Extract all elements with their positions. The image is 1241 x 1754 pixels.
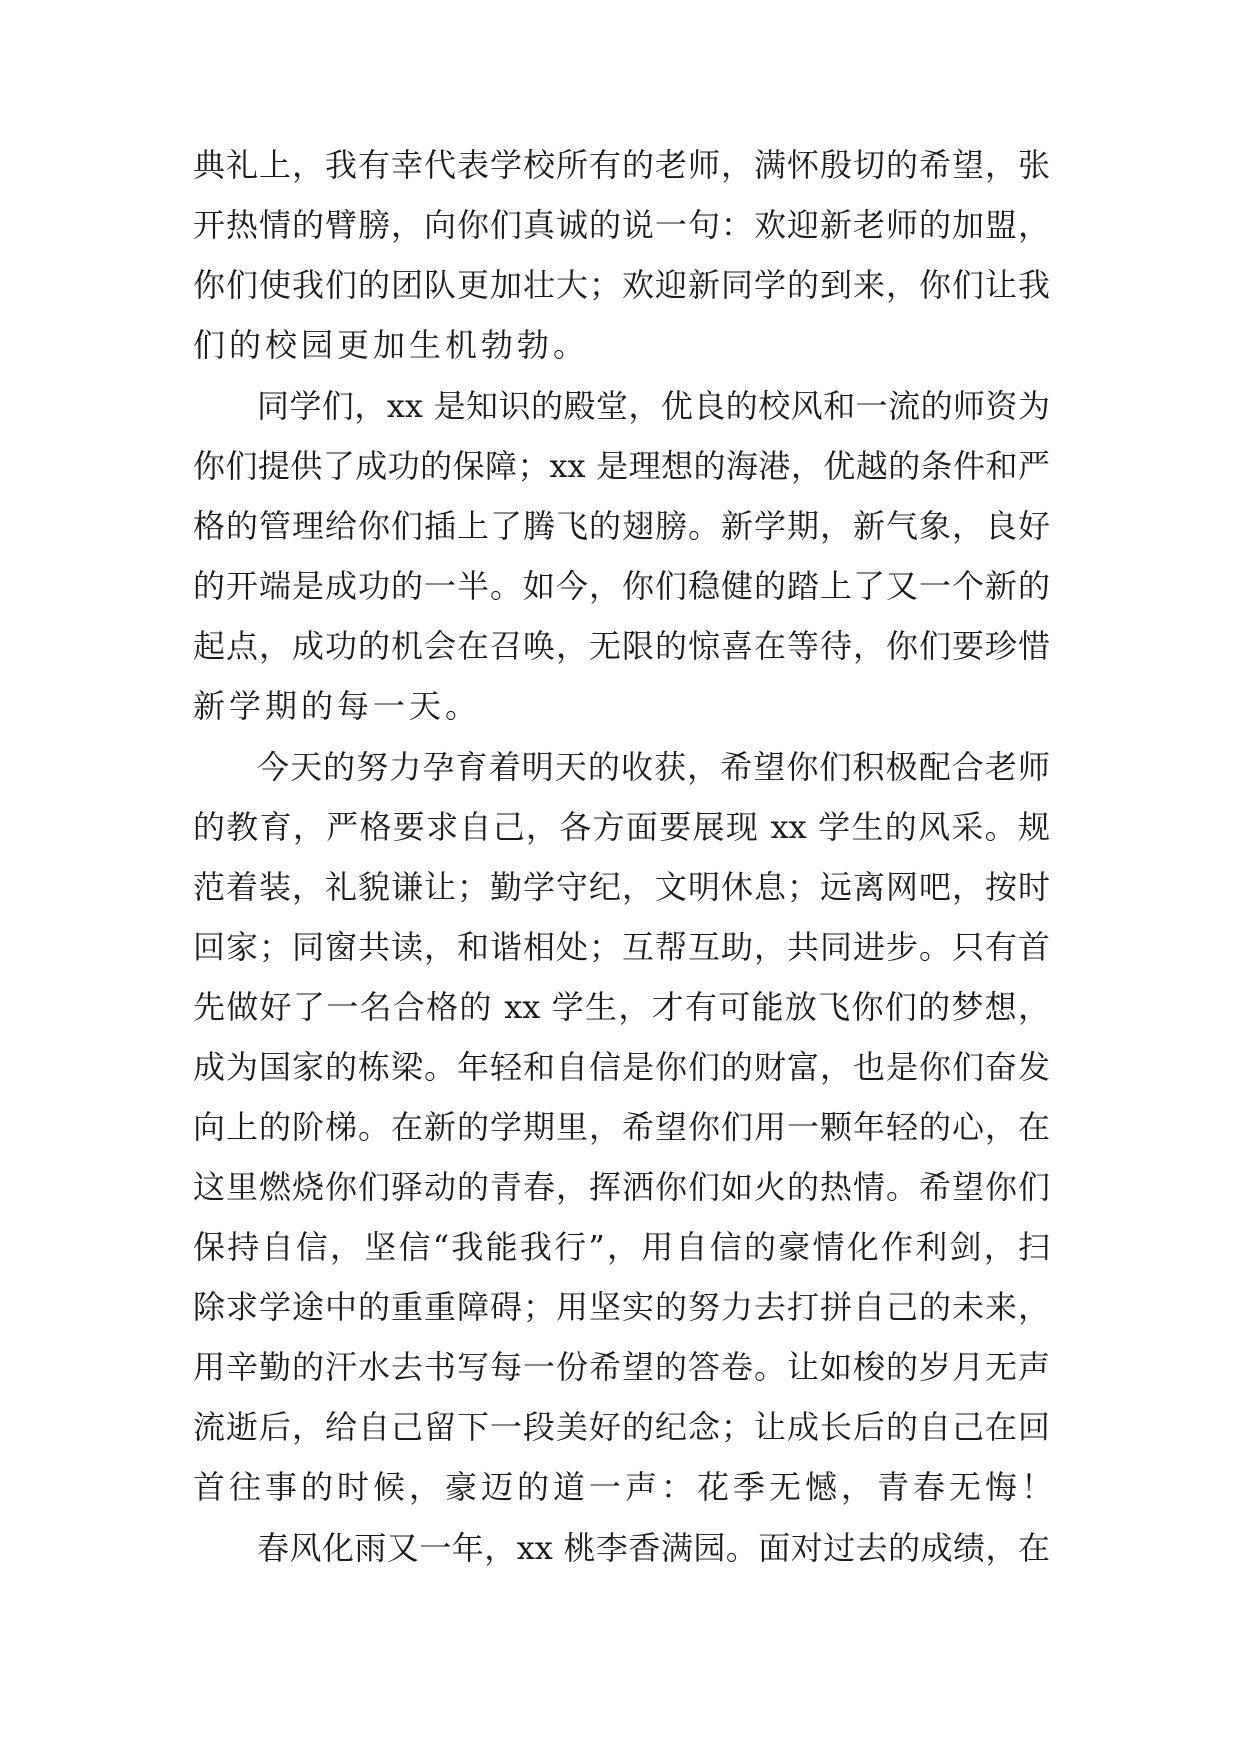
text-line: 开热情的臂膀，向你们真诚的说一句：欢迎新老师的加盟， <box>193 206 1050 244</box>
paragraph-end-line: 们的校园更加生机勃勃。 <box>193 326 590 364</box>
text-line: 保持自信，坚信“我能我行”，用自信的豪情化作利剑，扫 <box>193 1228 1050 1266</box>
text-line: 除求学途中的重重障碍；用坚实的努力去打拼自己的未来， <box>193 1288 1050 1326</box>
paragraph-first-line: 今天的努力孕育着明天的收获，希望你们积极配合老师 <box>257 748 1050 786</box>
text-line: 这里燃烧你们驿动的青春，挥洒你们如火的热情。希望你们 <box>193 1168 1050 1206</box>
text-line: 回家；同窗共读，和谐相处；互帮互助，共同进步。只有首 <box>193 928 1050 966</box>
text-line: 先做好了一名合格的 xx 学生，才有可能放飞你们的梦想， <box>193 988 1050 1026</box>
text-line: 起点，成功的机会在召唤，无限的惊喜在等待，你们要珍惜 <box>193 627 1050 665</box>
text-line: 你们使我们的团队更加壮大；欢迎新同学的到来，你们让我 <box>193 266 1050 304</box>
text-line: 流逝后，给自己留下一段美好的纪念；让成长后的自己在回 <box>193 1408 1050 1446</box>
paragraph-first-line: 春风化雨又一年，xx 桃李香满园。面对过去的成绩，在 <box>257 1529 1050 1567</box>
text-line: 格的管理给你们插上了腾飞的翅膀。新学期，新气象，良好 <box>193 507 1050 545</box>
text-line: 范着装，礼貌谦让；勤学守纪，文明休息；远离网吧，按时 <box>193 868 1050 906</box>
text-line: 你们提供了成功的保障；xx 是理想的海港，优越的条件和严 <box>193 447 1050 485</box>
paragraph-end-line: 首往事的时候，豪迈的道一声：花季无憾，青春无悔！ <box>193 1468 1058 1506</box>
paragraph-end-line: 新学期的每一天。 <box>193 687 482 725</box>
text-line: 的教育，严格要求自己，各方面要展现 xx 学生的风采。规 <box>193 808 1050 846</box>
text-line: 向上的阶梯。在新的学期里，希望你们用一颗年轻的心，在 <box>193 1108 1050 1146</box>
paragraph-first-line: 同学们，xx 是知识的殿堂，优良的校风和一流的师资为 <box>257 387 1050 425</box>
text-line: 的开端是成功的一半。如今，你们稳健的踏上了又一个新的 <box>193 567 1050 605</box>
text-line: 成为国家的栋梁。年轻和自信是你们的财富，也是你们奋发 <box>193 1048 1050 1086</box>
text-line: 用辛勤的汗水去书写每一份希望的答卷。让如梭的岁月无声 <box>193 1348 1050 1386</box>
text-line: 典礼上，我有幸代表学校所有的老师，满怀殷切的希望，张 <box>193 146 1050 184</box>
